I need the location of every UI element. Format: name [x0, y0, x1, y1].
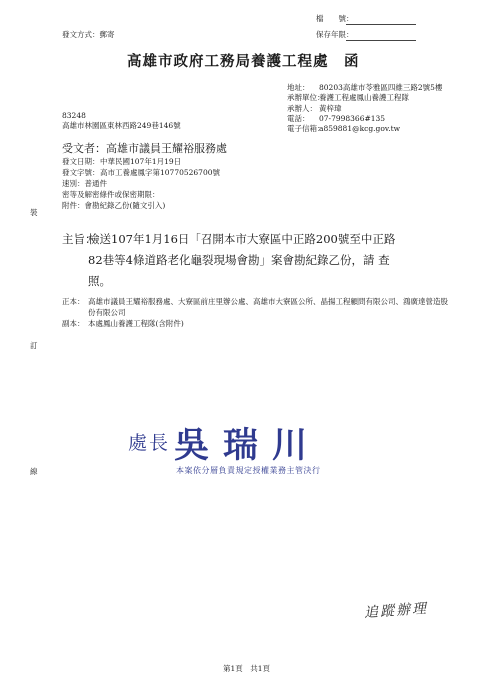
- sender-address-label: 地址：: [287, 83, 310, 92]
- subject-line-2: 82巷等4條道路老化龜裂現場會勘」案會勘紀錄乙份，請 查: [88, 253, 390, 267]
- addressee: [62, 140, 227, 156]
- handling-unit-label: 承辦單位：: [287, 93, 325, 103]
- file-number-label: 檔 號：: [316, 14, 354, 23]
- document-number-row: [62, 168, 220, 178]
- speed-value: 普通件: [84, 179, 107, 188]
- issue-date-value: 中華民國107年1月19日: [100, 157, 182, 166]
- subject-label: 主旨：: [62, 232, 97, 246]
- copy-label: 副本：: [62, 319, 85, 328]
- speed-label: 速別：: [62, 179, 85, 188]
- subject-line-3: 照。: [88, 274, 111, 288]
- stamp-title: 處長: [128, 432, 171, 454]
- sender-address-value: 80203高雄市苓雅區四維三路2號5樓: [319, 83, 443, 92]
- handling-unit-value: 養護工程處鳳山養護工程隊: [319, 93, 409, 103]
- primary-label: 正本：: [62, 297, 85, 306]
- director-stamp: [128, 418, 368, 488]
- recipient-postcode: 83248: [62, 111, 86, 120]
- handler-label: 承辦人：: [287, 103, 317, 113]
- phone-label: 電話：: [287, 113, 310, 123]
- attachment-value: 會勘紀錄乙份(隨文引入): [84, 201, 166, 210]
- document-number-value: 高市工養處鳳字第10770526700號: [100, 168, 220, 177]
- copy-recipients-row: [62, 318, 452, 329]
- issue-date-label: 發文日期：: [62, 157, 100, 166]
- binding-mark-line: 線: [30, 467, 38, 476]
- handler-row: [287, 104, 467, 114]
- primary-recipients: 高雄市議員王耀裕服務處、大寮區前庄里辦公處、高雄市大寮區公所、晶揚工程顧問有限公司、鴻廣達營造股份有限公司: [88, 297, 448, 317]
- email-label: 電子信箱：: [287, 124, 325, 134]
- phone-row: [287, 114, 467, 124]
- binding-mark-staple: 裝: [30, 208, 38, 217]
- confidentiality-row: [62, 190, 160, 200]
- file-number-line: [346, 24, 416, 25]
- primary-recipients-row: [62, 296, 452, 318]
- retention-line: [346, 40, 416, 41]
- speed-row: [62, 179, 107, 189]
- phone-value: 07-7998366#135: [319, 113, 386, 123]
- document-title: 高雄市政府工務局養護工程處 函: [127, 53, 360, 70]
- issue-date-row: [62, 157, 181, 167]
- handler-value: 黃梓瑋: [319, 103, 342, 113]
- stamp-name: 吳瑞川: [174, 425, 322, 466]
- addressee-name: 高雄市議員王耀裕服務處: [106, 142, 227, 155]
- mailing-method: 發文方式：郵寄: [62, 30, 115, 39]
- distribution-block: [62, 296, 452, 329]
- sender-address-row: [287, 83, 467, 93]
- handling-unit-row: [287, 93, 467, 103]
- attachment-row: [62, 201, 165, 211]
- document-number-label: 發文字號：: [62, 168, 100, 177]
- addressee-label: 受文者：: [62, 142, 106, 155]
- binding-mark-bind: 訂: [30, 341, 38, 350]
- stamp-note: 本案依分層負責規定授權業務主管決行: [176, 466, 321, 475]
- page-footer: 第1頁 共1頁: [222, 664, 271, 673]
- handwritten-note: 追蹤辦理: [363, 600, 429, 622]
- subject-line-1: 檢送107年1月16日「召開本市大寮區中正路200號至中正路: [88, 232, 396, 246]
- retention-label: 保存年限：: [316, 30, 354, 39]
- attachment-label: 附件：: [62, 201, 85, 210]
- email-row: [287, 124, 467, 134]
- confidentiality-value: 密等及解密條件或保密期限：: [62, 190, 160, 199]
- sender-info-block: [287, 83, 467, 134]
- copy-recipients: 本處鳳山養護工程隊(含附件): [88, 319, 184, 328]
- email-value: a859881@kcg.gov.tw: [319, 124, 401, 134]
- recipient-address: 高雄市林園區東林西路249巷146號: [62, 121, 181, 130]
